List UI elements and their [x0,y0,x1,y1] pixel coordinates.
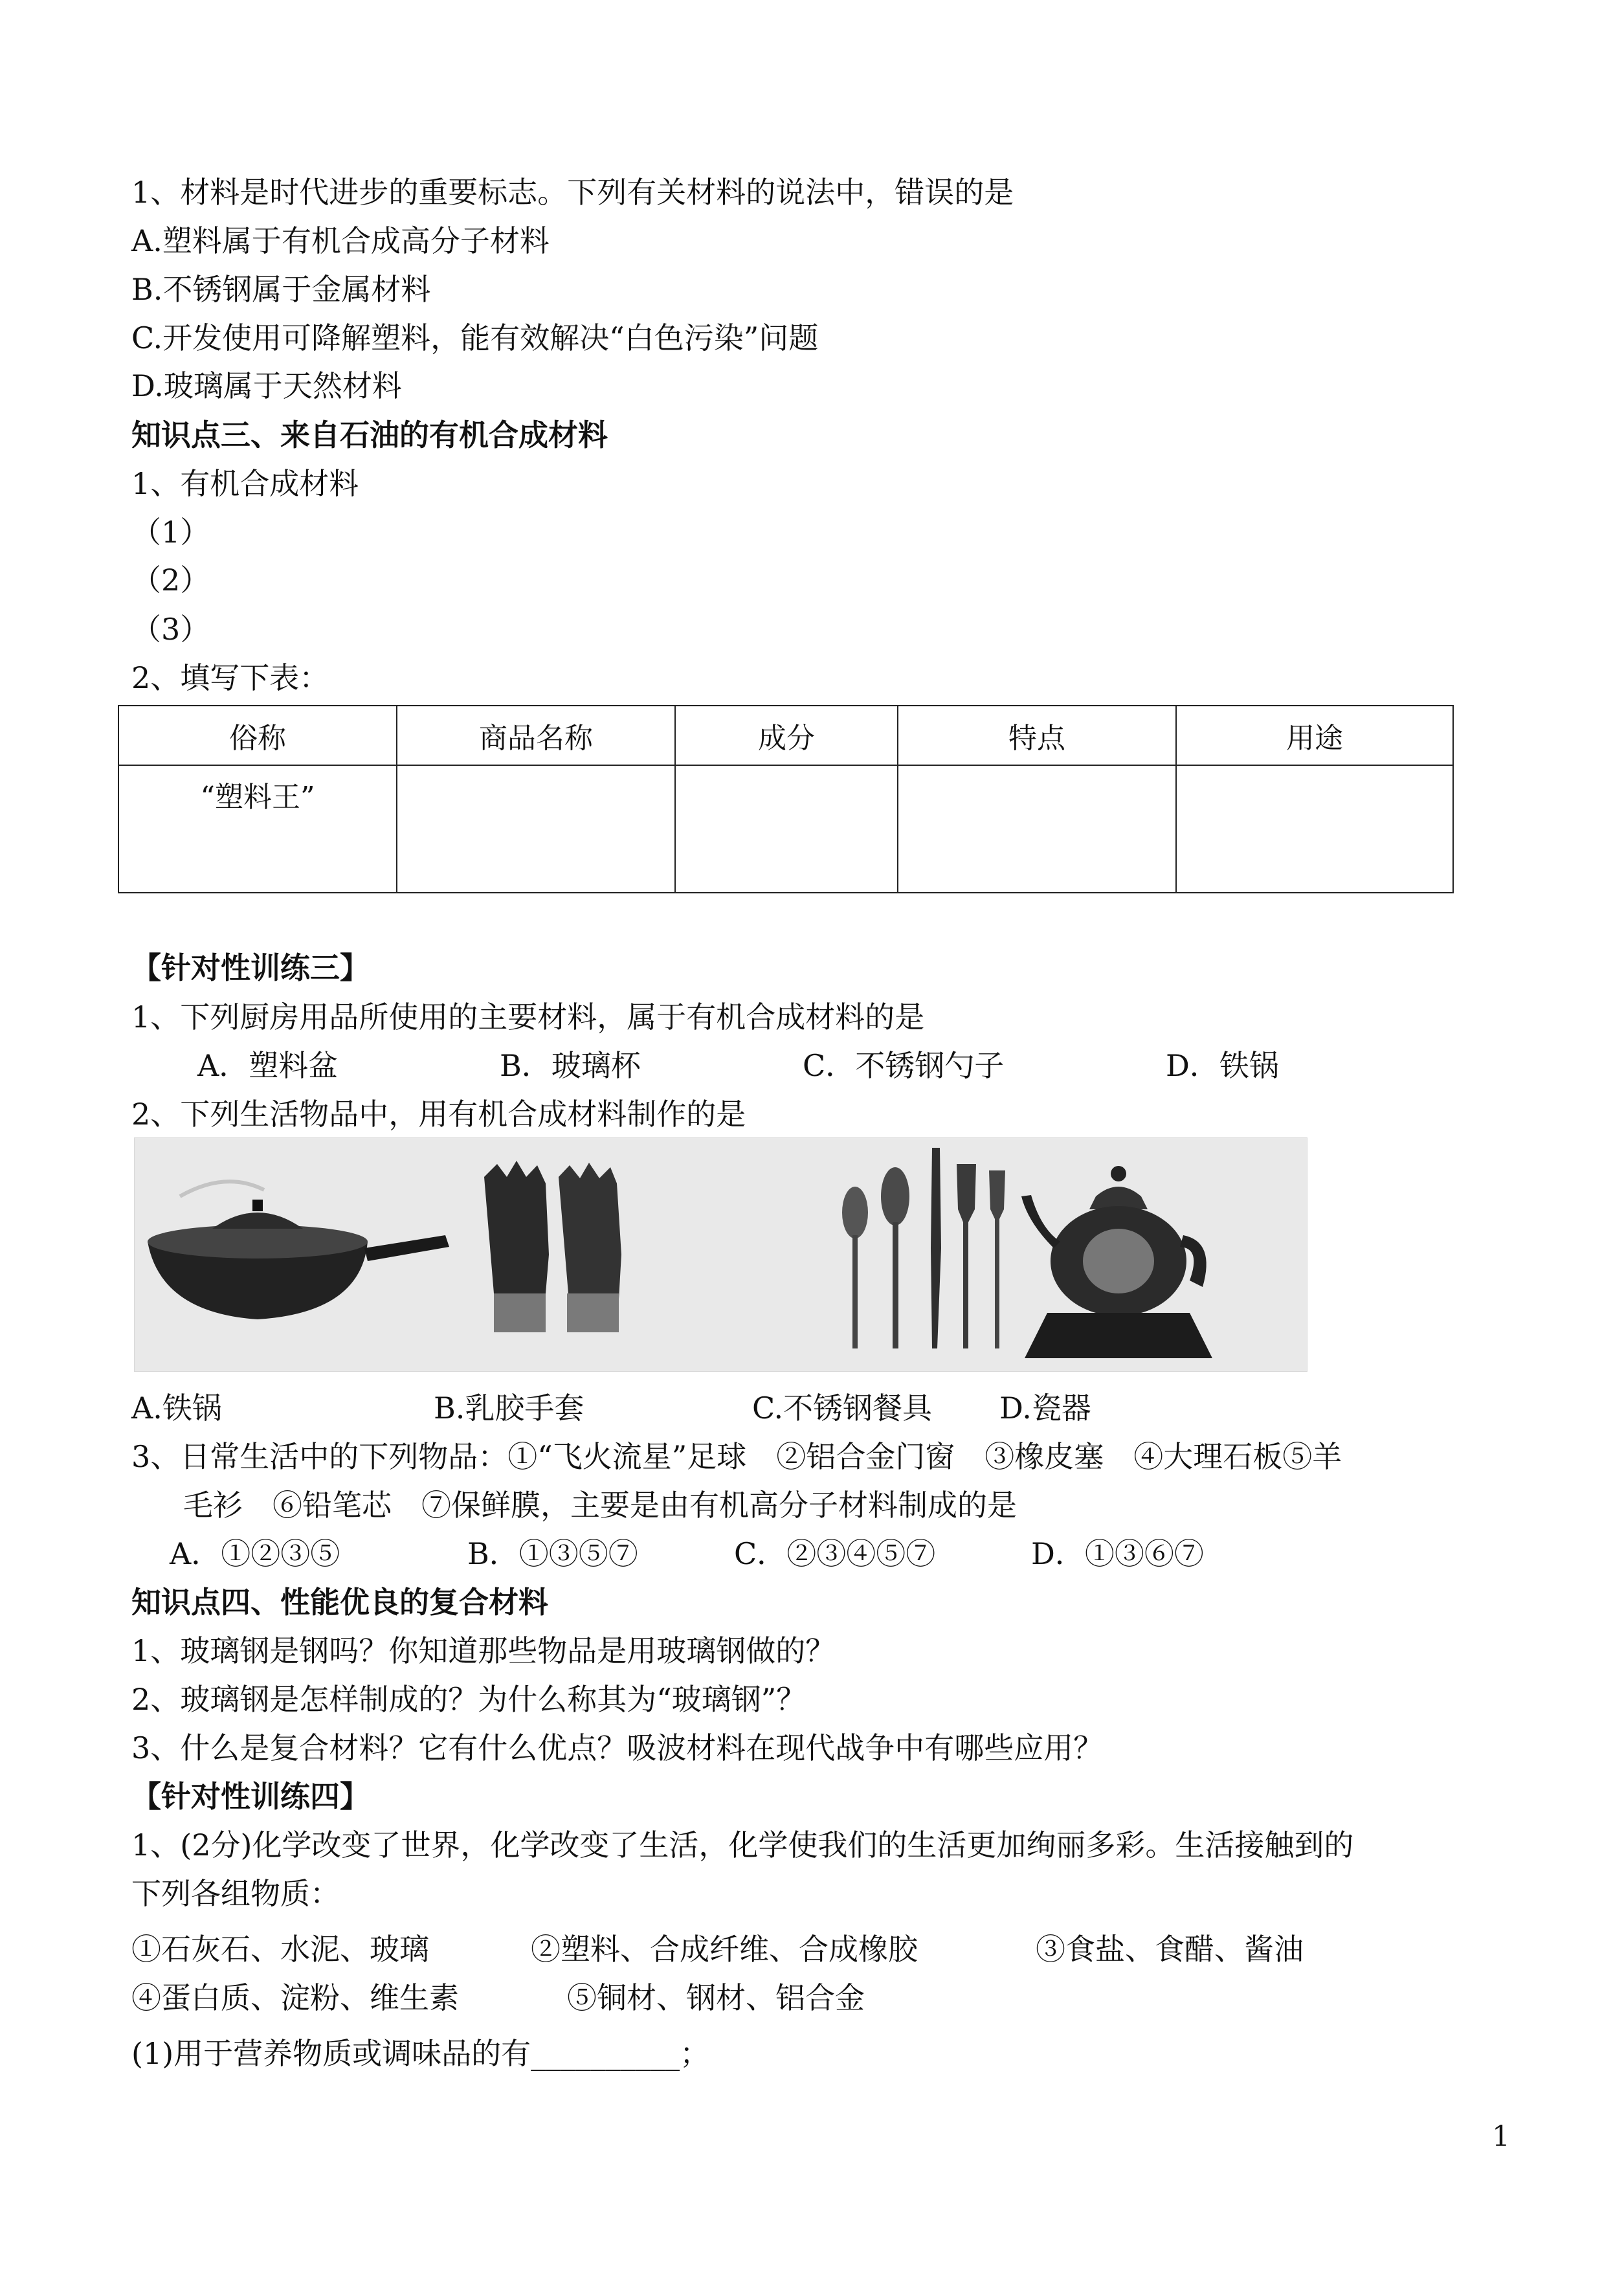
training4-heading: 【针对性训练四】 [131,1779,370,1814]
wok-image [148,1181,449,1319]
option-c: C.不锈钢餐具 [752,1391,933,1426]
table-cell: “塑料王” [118,765,397,893]
cutlery-image [842,1148,1005,1348]
table-cell [1176,765,1453,893]
option-a: A．塑料盆 [197,1048,339,1083]
table-row [118,765,1453,893]
section3-heading: 知识点三、来自石油的有机合成材料 [131,418,608,453]
section4-question-3: 3、什么是复合材料？它有什么优点？吸波材料在现代战争中有哪些应用？ [131,1730,1104,1765]
training3-q1-options [197,1045,1363,1086]
training3-q2-stem: 2、下列生活物品中，用有机合成材料制作的是 [131,1097,746,1132]
table-cell [675,765,898,893]
training4-q1-line2: 下列各组物质： [131,1876,340,1911]
table-header-row [118,706,1453,765]
option-d: D．①③⑥⑦ [1031,1536,1204,1571]
q1-option-d: D.玻璃属于天然材料 [131,368,402,403]
training4-q1-line1: 1、(2分)化学改变了世界，化学改变了生活，化学使我们的生活更加绚丽多彩。生活接触到的 [131,1828,1354,1862]
latex-gloves-image [484,1161,621,1332]
training3-q3-stem-line1: 3、日常生活中的下列物品：①“飞火流星”足球 ②铝合金门窗 ③橡皮塞 ④大理石板⑤羊 [131,1439,1342,1474]
table-cell [397,765,675,893]
group-2: ②塑料、合成纤维、合成橡胶 [531,1932,918,1967]
group-4: ④蛋白质、淀粉、维生素 [131,1980,459,2015]
section3-subitem-3: （3） [131,612,210,647]
option-b: B．玻璃杯 [500,1048,641,1083]
section3-item1: 1、有机合成材料 [131,466,359,501]
training4-groups-row1 [131,1929,1426,1970]
option-c: C．②③④⑤⑦ [734,1536,936,1571]
training4-sub1: (1)用于营养物质或调味品的有__________； [131,2036,710,2071]
training3-q1-stem: 1、下列厨房用品所使用的主要材料，属于有机合成材料的是 [131,1000,925,1035]
q1-option-c: C.开发使用可降解塑料，能有效解决“白色污染”问题 [131,320,819,355]
porcelain-teapot-image [1021,1166,1212,1358]
section3-subitem-2: （2） [131,563,210,598]
plastic-table [118,705,1454,893]
page-number: 1 [1492,2120,1510,2153]
option-a: A．①②③⑤ [170,1536,340,1571]
training3-q2-options [131,1387,1232,1429]
section4-question-2: 2、玻璃钢是怎样制成的？为什么称其为“玻璃钢”？ [131,1682,806,1717]
group-5: ⑤铜材、钢材、铝合金 [567,1980,865,2015]
option-d: D.瓷器 [999,1391,1091,1426]
q1-stem: 1、材料是时代进步的重要标志。下列有关材料的说法中，错误的是 [131,175,1014,210]
q1-option-b: B.不锈钢属于金属材料 [131,272,431,307]
group-1: ①石灰石、水泥、玻璃 [131,1932,429,1967]
q1-option-a: A.塑料属于有机合成高分子材料 [131,223,550,258]
option-a: A.铁锅 [131,1391,222,1426]
section3-subitem-1: （1） [131,515,210,550]
option-b: B.乳胶手套 [434,1391,584,1426]
option-c: C．不锈钢勺子 [803,1048,1005,1083]
section4-question-1: 1、玻璃钢是钢吗？你知道那些物品是用玻璃钢做的？ [131,1633,836,1668]
household-items-photo [134,1137,1307,1372]
option-b: B．①③⑤⑦ [467,1536,638,1571]
training3-q3-options [170,1533,1335,1574]
table-cell [898,765,1176,893]
table-header: 特点 [898,706,1176,765]
table-header: 俗称 [118,706,397,765]
training3-q3-stem-line2: 毛衫 ⑥铅笔芯 ⑦保鲜膜，主要是由有机高分子材料制成的是 [183,1488,1017,1523]
training3-heading: 【针对性训练三】 [131,950,370,985]
section4-heading: 知识点四、性能优良的复合材料 [131,1585,548,1620]
table-header: 成分 [675,706,898,765]
table-header: 用途 [1176,706,1453,765]
table-header: 商品名称 [397,706,675,765]
group-3: ③食盐、食醋、酱油 [1036,1932,1304,1967]
option-d: D．铁锅 [1166,1048,1279,1083]
section3-item2: 2、填写下表： [131,660,329,695]
training4-groups-row2 [131,1977,1167,2019]
